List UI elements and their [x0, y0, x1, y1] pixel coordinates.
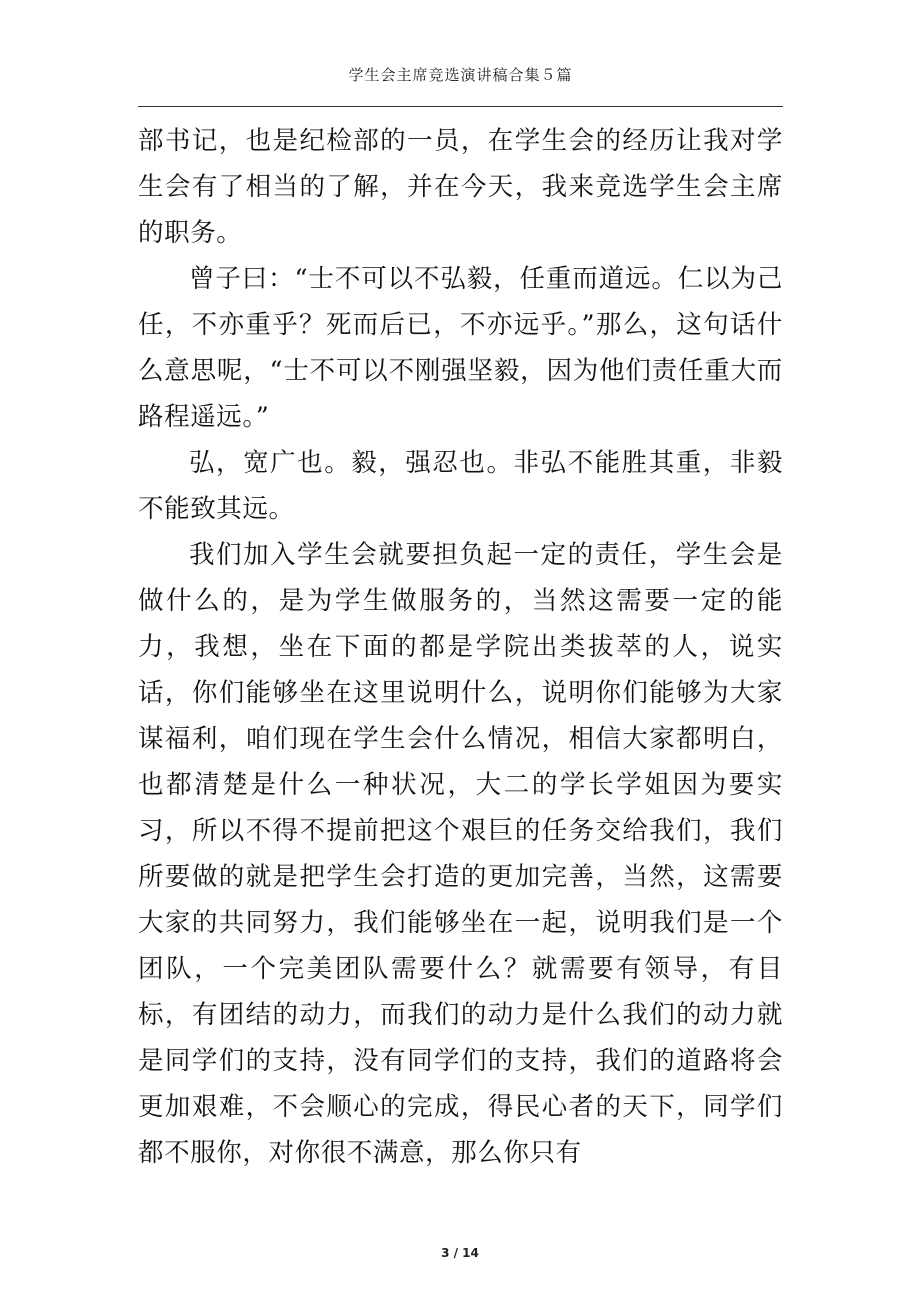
paragraph-quote: 曾子曰：“士不可以不弘毅，任重而道远。仁以为己任，不亦重乎？死而后已，不亦远乎。”那么，这句话什么意思呢，“士不可以不刚强坚毅，因为他们责任重大而路程遥远。” [138, 264, 783, 432]
running-header: 学生会主席竞选演讲稿合集５篇 [348, 66, 573, 84]
paragraph-main: 我们加入学生会就要担负起一定的责任，学生会是做什么的，是为学生做服务的，当然这需要一定的能力，我想，坐在下面的都是学院出类拔萃的人，说实话，你们能够坐在这里说明什么，说明你们能够为大家谋福利，咱们现在学生会什么情况，相信大家都明白，也都清楚是什么一种状况，大二的学长学姐因为要实习，所以不得不提前把这个艰巨的任务交给我们，我们所要做的就是把学生会打造的更加完善，当然，这需要大家的共同努力，我们能够坐在一起，说明我们是一个团队，一个完美团队需要什么？就需要有领导，有目标，有团结的动力，而我们的动力是什么我们的动力就是同学们的支持，没有同学们的支持，我们的道路将会更加艰难，不会顺心的完成，得民心者的天下，同学们都不服你，对你很不满意，那么你只有 [138, 540, 783, 1168]
paragraph-continuation: 部书记，也是纪检部的一员，在学生会的经历让我对学生会有了相当的了解，并在今天，我来竞选学生会主席的职务。 [138, 126, 783, 248]
body-text [138, 118, 783, 1176]
page-number: 3 / 14 [441, 1246, 479, 1260]
paragraph-definition: 弘，宽广也。毅，强忍也。非弘不能胜其重，非毅不能致其远。 [138, 448, 783, 524]
header-divider [138, 106, 783, 107]
